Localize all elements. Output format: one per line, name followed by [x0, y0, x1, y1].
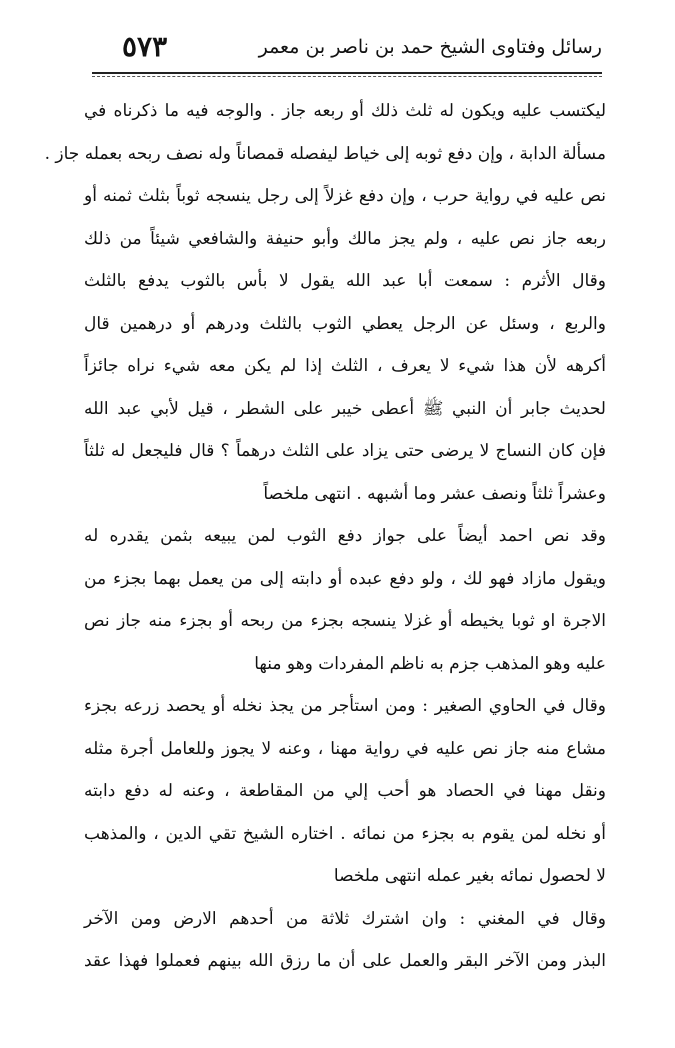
text-line: ليكتسب عليه ويكون له ثلث ذلك أو ربعه جاز . والوجه فيه ما ذكرناه في: [84, 101, 606, 121]
text-line: فإن كان النساج لا يرضى حتى يزاد على الثلث درهماً ؟ قال فليجعل له ثلثاً: [84, 441, 606, 461]
text-line: نص عليه في رواية حرب ، وإن دفع غزلاً إلى رجل ينسجه ثوباً بثلث ثمنه أو: [84, 186, 606, 206]
paragraph-1: [44, 90, 606, 260]
text-line: مشاع منه جاز نص عليه في رواية مهنا ، وعنه لا يجوز وللعامل أجرة مثله: [84, 738, 606, 759]
text-line: أو نخله لمن يقوم به بجزء من نمائه . اختاره الشيخ تقي الدين ، والمذهب: [84, 823, 606, 844]
paragraph-3: [84, 515, 606, 685]
text-line: وقال في الحاوي الصغير : ومن استأجر من يجذ نخله أو يحصد زرعه بجزء: [84, 696, 606, 716]
text-line: وقال الأثرم : سمعت أبا عبد الله يقول لا بأس بالثوب يدفع بالثلث: [84, 271, 606, 291]
header-title: رسائل وفتاوى الشيخ حمد بن ناصر بن معمر: [258, 36, 602, 58]
paragraph-4: [84, 685, 606, 770]
running-header: [92, 28, 602, 74]
text-line: أكرهه لأن هذا شيء لا يعرف ، الثلث إذا لم يكن معه شيء نراه جائزاً: [84, 356, 606, 376]
text-line: لحديث جابر أن النبي ﷺ أعطى خيبر على الشطر ، قيل لأبي عبد الله: [84, 398, 606, 419]
text-line: وعشراً ثلثاً ونصف عشر وما أشبهه . انتهى ملخصاً: [263, 483, 606, 504]
text-line: والربع ، وسئل عن الرجل يعطي الثوب بالثلث ودرهم أو درهمين قال: [84, 313, 606, 334]
text-line: وقد نص احمد أيضاً على جواز دفع الثوب لمن يبيعه بثمن يقدره له: [84, 526, 606, 546]
header-dotted-rule: [92, 76, 602, 77]
text-line: عليه وهو المذهب جزم به ناظم المفردات وهو منها: [254, 653, 606, 674]
header-rule: [92, 72, 602, 74]
paragraph-6: [84, 898, 606, 983]
text-line: وقال في المغني : وان اشترك ثلاثة من أحدهم الارض ومن الآخر: [84, 908, 606, 929]
page-number: ٥٧٣: [122, 30, 168, 63]
text-line: ويقول مازاد فهو لك ، ولو دفع عبده أو دابته إلى من يعمل بهما بجزء من: [84, 568, 606, 589]
paragraph-2: [84, 260, 606, 515]
page-body: [44, 90, 606, 983]
text-line: لا لحصول نمائه بغير عمله انتهى ملخصا: [333, 866, 606, 886]
text-line: مسألة الدابة ، وإن دفع ثوبه إلى خياط ليفصله قمصاناً وله نصف ربحه بعمله جاز .: [44, 143, 606, 164]
text-line: الاجرة او ثوبا يخيطه أو غزلا ينسجه بجزء من ربحه أو بجزء منه جاز نص: [84, 611, 606, 631]
text-line: ونقل مهنا في الحصاد هو أحب إلي من المقاطعة ، وعنه له دفع دابته: [84, 781, 606, 801]
paragraph-5: [84, 770, 606, 898]
text-line: ربعه جاز نص عليه ، ولم يجز مالك وأبو حنيفة والشافعي شيئاً من ذلك: [84, 228, 606, 249]
text-line: البذر ومن الآخر البقر والعمل على أن ما رزق الله بينهم فعملوا فهذا عقد: [84, 951, 606, 971]
